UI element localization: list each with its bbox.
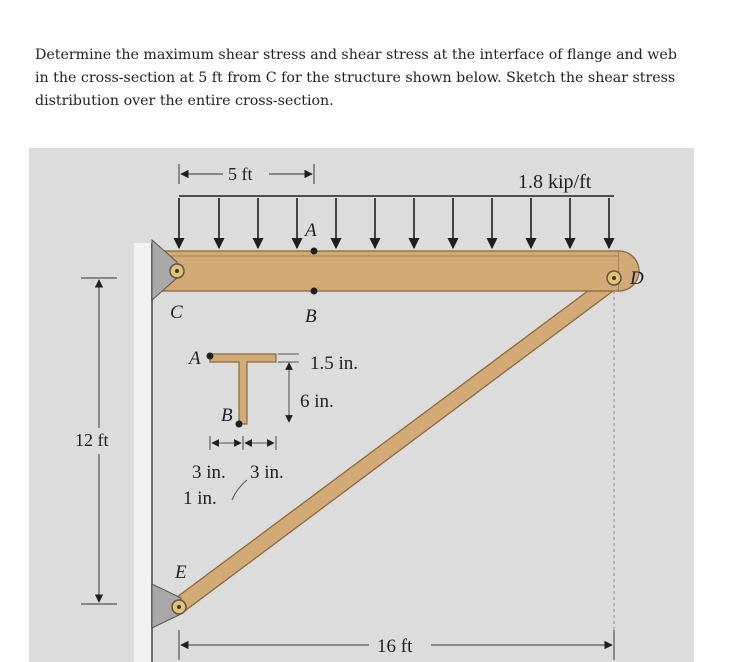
section-point-b-label: B — [221, 405, 233, 426]
half-width-left-label: 3 in. — [192, 462, 226, 483]
beam-cd — [159, 251, 639, 291]
point-d-label: D — [630, 268, 644, 289]
structure-diagram — [29, 148, 694, 662]
half-width-right-label: 3 in. — [250, 462, 284, 483]
web-thickness-label: 1 in. — [183, 488, 217, 509]
point-a-label: A — [305, 220, 317, 241]
problem-statement — [35, 44, 715, 113]
point-c-label: C — [170, 302, 183, 323]
load-label: 1.8 kip/ft — [518, 171, 592, 193]
wall — [134, 243, 152, 662]
structure-figure — [29, 148, 694, 662]
point-b-label: B — [305, 306, 317, 327]
flange-thickness-label: 1.5 in. — [310, 353, 359, 374]
dim-top-label: 5 ft — [228, 164, 253, 184]
point-b-dot — [311, 288, 318, 295]
pin-d — [607, 271, 621, 285]
problem-line-3: distribution over the entire cross-section. — [35, 93, 334, 109]
web-depth-label: 6 in. — [300, 391, 334, 412]
point-e-label: E — [175, 562, 187, 583]
span-label: 16 ft — [377, 636, 413, 657]
problem-line-1: Determine the maximum shear stress and shear stress at the interface of flange and web — [35, 47, 677, 63]
problem-line-2: in the cross-section at 5 ft from C for the structure shown below. Sketch the shear stress — [35, 70, 676, 86]
section-point-a-label: A — [189, 348, 201, 369]
point-a-dot — [311, 248, 318, 255]
figure-background — [29, 148, 694, 662]
height-label: 12 ft — [75, 430, 109, 450]
